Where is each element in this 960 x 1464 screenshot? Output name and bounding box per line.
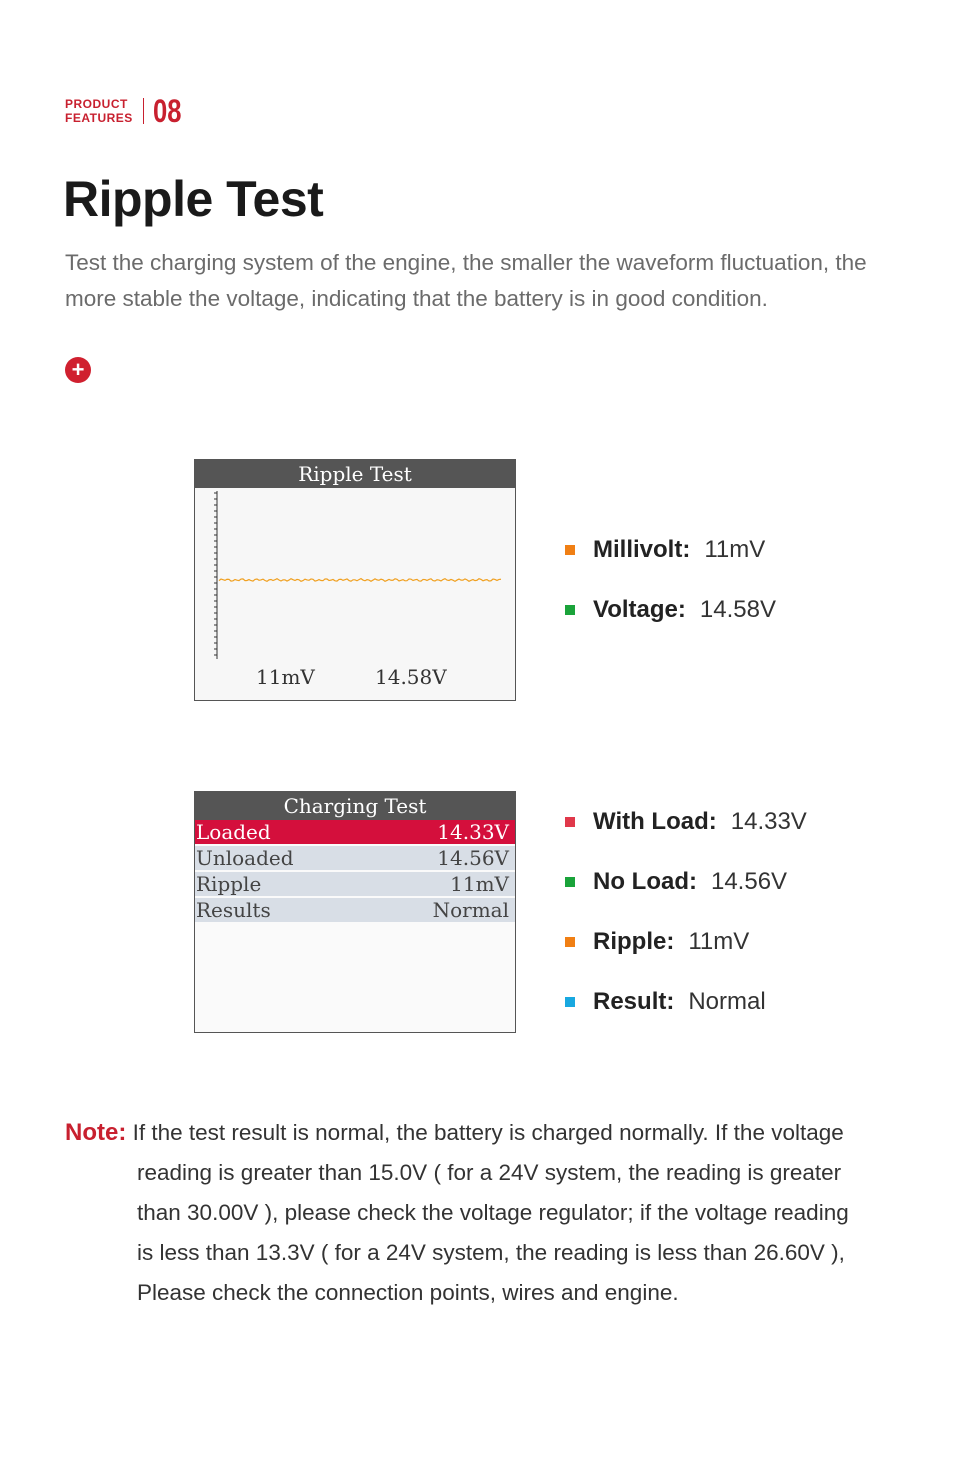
legend-value: 11mV	[704, 536, 766, 563]
badge-divider	[143, 98, 144, 124]
row-value: Normal	[432, 898, 509, 922]
ripple-test-screen	[194, 459, 516, 701]
legend-value: 14.56V	[710, 868, 788, 895]
note-paragraph	[65, 1113, 885, 1313]
legend-value: Normal	[688, 988, 766, 1015]
row-value: 11mV	[450, 872, 509, 896]
legend-square-icon	[565, 605, 575, 615]
legend-item-no-load	[565, 852, 807, 912]
legend-item-ripple	[565, 912, 807, 972]
note-line-2: reading is greater than 15.0V ( for a 24V system, the reading is greater	[137, 1160, 842, 1185]
legend-label: With Load:	[593, 808, 717, 835]
note-label: Note:	[65, 1119, 127, 1146]
legend-square-icon	[565, 817, 575, 827]
badge-line-2: FEATURES	[65, 111, 133, 125]
legend-value: 14.58V	[699, 596, 776, 623]
legend-item-result	[565, 972, 807, 1032]
ripple-screen-title: Ripple Test	[195, 460, 515, 488]
legend-label: Ripple:	[593, 928, 675, 955]
legend-label: Millivolt:	[593, 536, 691, 563]
note-text-1: If the test result is normal, the battery is charged normally. If the voltage	[132, 1120, 844, 1145]
legend-item-voltage	[565, 580, 776, 640]
ripple-waveform-line	[219, 579, 501, 582]
row-label: Unloaded	[196, 846, 294, 870]
charging-row-loaded[interactable]	[195, 820, 515, 844]
row-label: Loaded	[196, 820, 271, 844]
badge-words	[65, 97, 133, 125]
ripple-legend	[565, 520, 776, 640]
note-line-1	[65, 1113, 885, 1153]
legend-square-icon	[565, 937, 575, 947]
legend-item-millivolt	[565, 520, 776, 580]
charging-row-unloaded[interactable]	[195, 846, 515, 870]
legend-label: Voltage:	[593, 596, 686, 623]
note-line-4: is less than 13.3V ( for a 24V system, the reading is less than 26.60V ),	[137, 1240, 845, 1265]
waveform-axis	[214, 491, 217, 659]
product-features-badge	[65, 93, 188, 129]
legend-square-icon	[565, 877, 575, 887]
page-subtitle: Test the charging system of the engine, the smaller the waveform fluctuation, the more stable the voltage, indicating that the battery is in good condition.	[65, 250, 867, 311]
row-value: 14.56V	[437, 846, 509, 870]
legend-value: 11mV	[688, 928, 750, 955]
page-title: Ripple Test	[63, 171, 324, 227]
ripple-voltage-readout: 14.58V	[375, 665, 447, 689]
badge-number: 08	[152, 93, 182, 129]
charging-row-ripple[interactable]	[195, 872, 515, 896]
legend-value: 14.33V	[730, 808, 807, 835]
badge-line-1: PRODUCT	[65, 97, 128, 111]
note-line-5: Please check the connection points, wires and engine.	[137, 1280, 679, 1305]
legend-item-with-load	[565, 792, 807, 852]
row-label: Results	[196, 898, 271, 922]
ripple-waveform-graph	[195, 489, 515, 664]
legend-square-icon	[565, 545, 575, 555]
plus-circle-icon[interactable]: +	[65, 357, 91, 383]
row-value: 14.33V	[437, 820, 509, 844]
legend-square-icon	[565, 997, 575, 1007]
legend-label: Result:	[593, 988, 675, 1015]
charging-row-results[interactable]	[195, 898, 515, 922]
row-label: Ripple	[196, 872, 262, 896]
note-line-3: than 30.00V ), please check the voltage regulator; if the voltage reading	[137, 1200, 849, 1225]
charging-screen-title: Charging Test	[195, 792, 515, 820]
legend-label: No Load:	[593, 868, 697, 895]
charging-legend	[565, 792, 807, 1032]
ripple-millivolt-readout: 11mV	[256, 665, 315, 689]
charging-test-screen	[194, 791, 516, 1033]
